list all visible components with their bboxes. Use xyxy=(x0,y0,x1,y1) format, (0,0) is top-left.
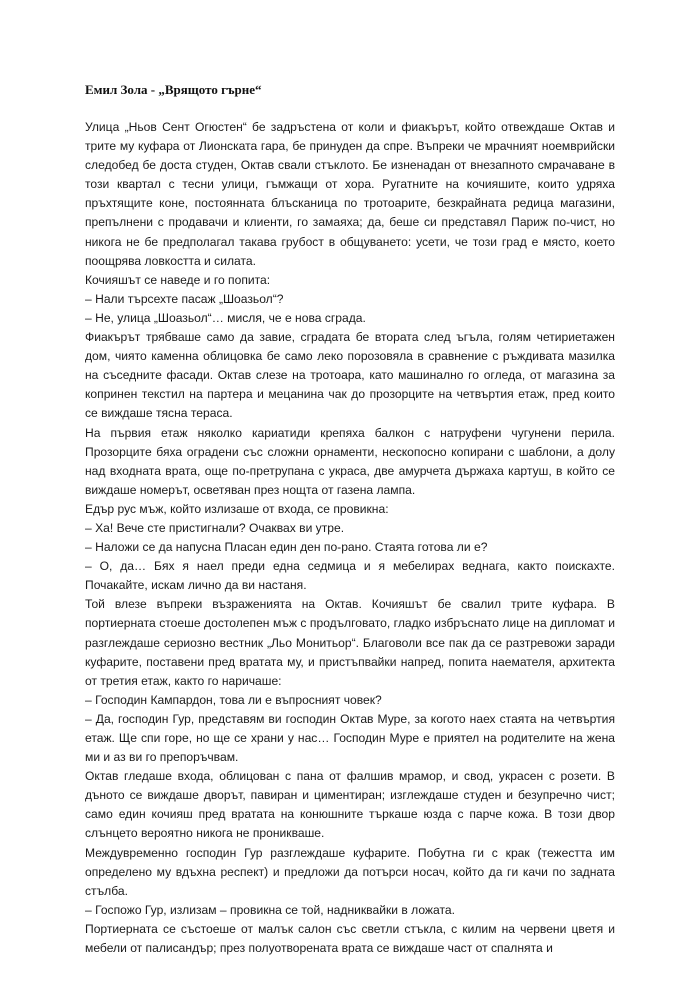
paragraph: – Наложи се да напусна Пласан един ден по-рано. Стаята готова ли е? xyxy=(85,540,488,555)
paragraph: – Да, господин Гур, представям ви господин Октав Муре, за когото наех стаята на четвъртия етаж. Ще спи горе, но ще се храни у нас… Господин Муре е приятел на родителите на жена ми и аз ви го препоръчвам. xyxy=(85,711,615,765)
paragraph: Октав гледаше входа, облицован с пана от фалшив мрамор, и свод, украсен с розети. В дъното се виждаше дворът, павиран и циментиран; изглеждаше студен и безупречно чист; само един кочияш пред вратата на конюшните търкаше юзда с парче кожа. В този двор слънцето вероятно никога не проникваше. xyxy=(85,769,615,841)
paragraph: На първия етаж няколко кариатиди крепяха балкон с натруфени чугунени перила. Прозорците бяха оградени със сложни орнаменти, нескопосно копирани с шаблони, а долу над входната врата, още по-претрупана с украса, две амурчета държаха картуш, в който се виждаше номерът, осветяван през нощта от газена лампа. xyxy=(85,425,615,497)
document-body xyxy=(85,118,615,958)
paragraph: – Нали търсехте пасаж „Шоазьол“? xyxy=(85,291,284,306)
paragraph: Улица „Ньов Сент Огюстен“ бе задръстена от коли и фиакърът, който отвеждаше Октав и трите му куфара от Лионската гара, бе принуден да спре. Въпреки че мрачният ноемврийски следобед бе доста студен, Октав свали стъклото. Бе изненадан от внезапното смрачаване в този квартал с тесни улици, гъмжащи от хора. Ругатните на кочияшите, които удряха пръхтящите коне, постоянната блъсканица по тротоарите, безкрайната редица магазини, препълнени с продавачи и клиенти, го замаяха; да, беше си представял Париж по-чист, но никога не бе предполагал такава грубост в общуването: усети, че този град е място, което поощрява ловкостта и силата. xyxy=(85,120,615,268)
document-title: Емил Зола - „Врящото гърне“ xyxy=(85,82,262,97)
paragraph: Портиерната се състоеше от малък салон със светли стъкла, с килим на червени цветя и мебели от палисандър; през полуотворената врата се виждаше част от спалнята и xyxy=(85,921,615,956)
paragraph: Той влезе въпреки възраженията на Октав. Кочияшът бе свалил трите куфара. В портиерната стоеше достолепен мъж с продълговато, гладко избръснато лице на дипломат и разглеждаше сериозно вестник „Льо Монитьор“. Благоволи все пак да се разтревожи заради куфарите, поставени пред вратата му, и пристъпвайки напред, попита наемателя, архитекта от третия етаж, както го наричаше: xyxy=(85,597,615,688)
paragraph: – Госпожо Гур, излизам – провикна се той, надниквайки в ложата. xyxy=(85,902,455,917)
paragraph: – Не, улица „Шоазьол“… мисля, че е нова сграда. xyxy=(85,310,366,325)
paragraph: Фиакърът трябваше само да завие, сградата бе втората след ъгъла, голям четириетажен дом, чиято каменна облицовка бе само леко порозовяла в сравнение с ръждивата мазилка на съседните фасади. Октав слезе на тротоара, като машинално го огледа, от магазина за копринен текстил на партера и мецанина чак до прозорците на четвъртия етаж, пред които се виждаше тясна тераса. xyxy=(85,330,615,421)
paragraph: – Господин Кампардон, това ли е въпросният човек? xyxy=(85,692,382,707)
paragraph: Кочияшът се наведе и го попита: xyxy=(85,272,271,287)
paragraph: – О, да… Бях я наел преди една седмица и я мебелирах веднага, както поискахте. Почакайте, искам лично да ви настаня. xyxy=(85,559,615,593)
paragraph: Едър рус мъж, който излизаше от входа, се провикна: xyxy=(85,501,389,516)
paragraph: Междувременно господин Гур разглеждаше куфарите. Побутна ги с крак (тежестта им определено му вдъхна респект) и предложи да потърси носач, който да ги качи по задната стълба. xyxy=(85,845,615,898)
paragraph: – Ха! Вече сте пристигнали? Очаквах ви утре. xyxy=(85,520,345,535)
